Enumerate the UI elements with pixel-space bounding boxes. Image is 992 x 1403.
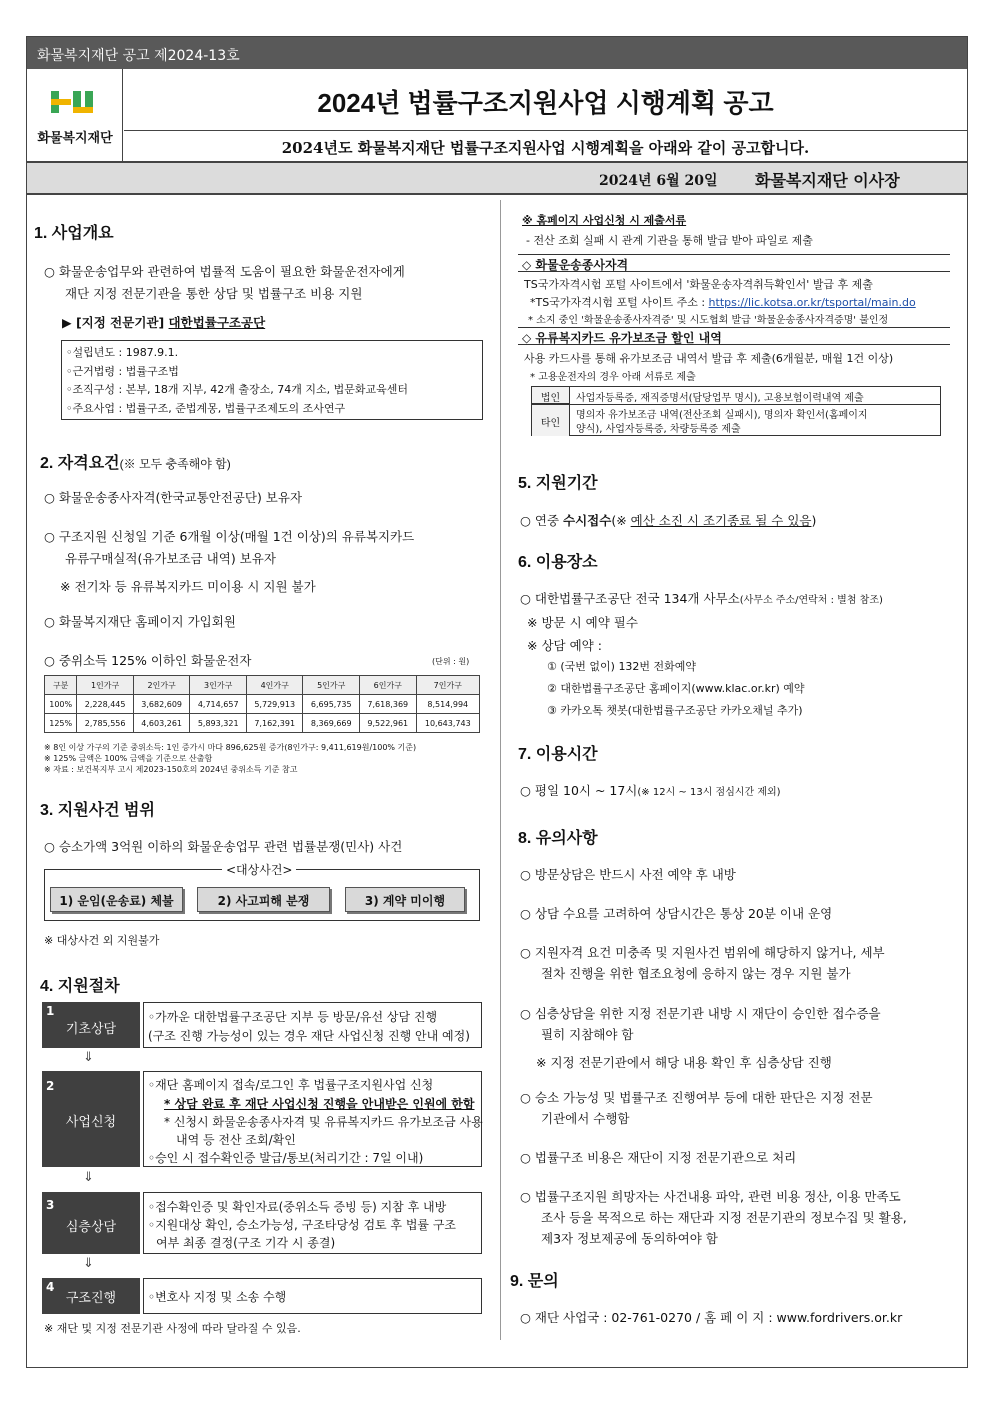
- agency-info-box: [61, 340, 483, 420]
- section-5-heading: 5. 지원기간: [518, 475, 598, 492]
- s1-bullet-1: ○ 화물운송업무와 관련하여 법률적 도움이 필요한 화물운전자에게: [44, 264, 405, 279]
- row-value: 사업자등록증, 재직증명서(담당업무 명시), 고용보험이력내역 제출: [576, 393, 864, 404]
- step-line: 내역 등 전산 조회/확인: [176, 1133, 296, 1147]
- table-note: ※ 125% 금액은 100% 금액을 기준으로 산출함: [44, 754, 213, 763]
- th: 6인가구: [360, 676, 417, 695]
- qual-line-1: TS국가자격시험 포털 사이트에서 '화물운송자격취득확인서' 발급 후 제출: [524, 278, 873, 291]
- table-note: ※ 8인 이상 가구의 기준 중위소득: 1인 증가시 마다 896,625원 증가(8인가구: 9,411,619원/100% 기준): [44, 743, 417, 752]
- s2-item-2-note: ※ 전기차 등 유류복지카드 미이용 시 지원 불가: [60, 579, 316, 594]
- th: 구분: [45, 676, 77, 695]
- s2-item-1: ○ 화물운송종사자격(한국교통안전공단) 보유자: [44, 490, 303, 505]
- step-4-desc: [143, 1278, 482, 1314]
- s2-item-2a: ○ 구조지원 신청일 기준 6개월 이상(매월 1건 이상)의 유류복지카드: [44, 529, 415, 544]
- cell: 4,603,261: [133, 714, 190, 733]
- s8-item: ○ 법률구조 비용은 재단이 지정 전문기관으로 처리: [520, 1150, 797, 1165]
- step-3-box: [42, 1192, 140, 1254]
- step-3-desc: [143, 1192, 482, 1254]
- cell: 2,228,445: [77, 695, 134, 714]
- step-line: 여부 최종 결정(구조 기각 시 종결): [156, 1236, 336, 1250]
- row-value: 양식), 사업자등록증, 차량등록증 제출: [576, 424, 741, 435]
- section-8-heading: 8. 유의사항: [518, 830, 598, 847]
- step-line: ◦가까운 대한법률구조공단 지부 등 방문/유선 상담 진행: [148, 1010, 438, 1024]
- step-1-box: [42, 1002, 140, 1048]
- cell: 5,893,321: [190, 714, 247, 733]
- step-1-desc: [143, 1002, 482, 1048]
- qual-heading: ◇ 화물운송종사자격: [518, 254, 950, 272]
- date-bar: [27, 161, 967, 195]
- qual-line-2: *TS국가자격시험 포털 사이트 주소 : https://lic.kotsa.or.kr/tsportal/main.do: [530, 296, 916, 309]
- cell: 100%: [45, 695, 77, 714]
- section-6-heading: 6. 이용장소: [518, 554, 598, 571]
- down-arrow-icon: ⇓: [83, 1256, 94, 1271]
- org-logo: [27, 69, 123, 161]
- s3-item: ○ 승소가액 3억원 이하의 화물운송업무 관련 법률분쟁(민사) 사건: [44, 839, 403, 854]
- s8-item: ○ 승소 가능성 및 법률구조 진행여부 등에 대한 판단은 지정 전문: [520, 1090, 873, 1105]
- agency-info-line: ◦설립년도 : 1987.9.1.: [66, 346, 179, 359]
- down-arrow-icon: ⇓: [83, 1050, 94, 1065]
- s8-item-cont: 절차 진행을 위한 협조요청에 응하지 않는 경우 지원 불가: [541, 966, 851, 981]
- step-line: * 상담 완료 후 재단 사업신청 진행을 안내받은 인원에 한함: [164, 1097, 475, 1111]
- step-2-box: [42, 1071, 140, 1167]
- card-line-1: 사용 카드사를 통해 유가보조금 내역서 발급 후 제출(6개월분, 매월 1건 이상): [524, 352, 894, 365]
- card-heading: ◇ 유류복지카드 유가보조금 할인 내역: [518, 327, 950, 345]
- card-line-2: * 고용운전자의 경우 아래 서류로 제출: [530, 372, 696, 383]
- qual-line-3: * 소지 중인 '화물운송종사자격증' 및 시도협회 발급 '화물운송종사자격증명' 불인정: [528, 315, 889, 326]
- section-2-heading: 2. 자격요건(※ 모두 충족해야 함): [40, 455, 231, 472]
- cell: 9,522,961: [360, 714, 417, 733]
- row-value: 명의자 유가보조금 내역(전산조회 실패시), 명의자 확인서(홈페이지: [576, 410, 868, 421]
- s8-item-cont: 기관에서 수행함: [541, 1111, 630, 1126]
- step-number: 4: [46, 1280, 55, 1294]
- ts-portal-link[interactable]: https://lic.kotsa.or.kr/tsportal/main.do: [708, 296, 916, 309]
- step-label: 사업신청: [65, 1115, 117, 1130]
- reserve-option: ② 대한법률구조공단 홈페이지(www.klac.or.kr) 예약: [547, 682, 805, 695]
- table-unit: (단위 : 원): [432, 657, 470, 666]
- step-number: 3: [46, 1198, 55, 1212]
- step-line: ◦지원대상 확인, 승소가능성, 구조타당성 검토 후 법률 구조: [148, 1218, 457, 1232]
- cell: 7,162,391: [246, 714, 303, 733]
- row-key: 타인: [532, 405, 570, 436]
- s2-item-2b: 유류구매실적(유가보조금 내역) 보유자: [65, 551, 276, 566]
- section-7-heading: 7. 이용시간: [518, 746, 598, 763]
- s8-item: ○ 상담 수요를 고려하여 상담시간은 통상 20분 이내 운영: [520, 906, 833, 921]
- foundation-logo-icon: [49, 87, 99, 119]
- cell: 125%: [45, 714, 77, 733]
- th: 3인가구: [190, 676, 247, 695]
- step-4-box: [42, 1278, 140, 1314]
- designated-agency: [62, 313, 265, 331]
- s8-item-cont: 제3자 정보제공에 동의하여야 함: [541, 1231, 718, 1246]
- reserve-option: ① (국번 없이) 132번 전화예약: [547, 660, 697, 673]
- reserve-option: ③ 카카오톡 챗봇(대한법률구조공단 카카오채널 추가): [547, 704, 803, 717]
- designated-name: 대한법률구조공단: [168, 315, 266, 330]
- agency-info-line: ◦주요사업 : 법률구조, 준법계몽, 법률구조제도의 조사연구: [66, 402, 346, 415]
- s8-note: ※ 지정 전문기관에서 해당 내용 확인 후 심층상담 진행: [536, 1055, 832, 1070]
- cell: 5,729,913: [246, 695, 303, 714]
- case-contract-breach: 3) 계약 미이행: [345, 887, 465, 912]
- step-label: 구조진행: [65, 1291, 117, 1306]
- section-9-heading: 9. 문의: [510, 1273, 559, 1290]
- s8-item-cont: 필히 지참해야 함: [541, 1027, 634, 1042]
- s1-bullet-2: 재단 지정 전문기관을 통한 상담 및 법률구조 비용 지원: [65, 286, 363, 301]
- case-unpaid-fare: 1) 운임(운송료) 체불: [50, 887, 183, 912]
- notice-date: 2024년 6월 20일: [599, 173, 718, 189]
- step-number: 1: [46, 1004, 55, 1018]
- section-3-heading: 3. 지원사건 범위: [40, 802, 155, 819]
- s7-line: ○ 평일 10시 ~ 17시(※ 12시 ~ 13시 점심시간 제외): [520, 783, 781, 798]
- s3-note: ※ 대상사건 외 지원불가: [44, 934, 160, 947]
- cell: 4,714,657: [190, 695, 247, 714]
- step-line: ◦접수확인증 및 확인자료(중위소득 증빙 등) 지참 후 내방: [148, 1200, 447, 1214]
- section-4-heading: 4. 지원절차: [40, 978, 120, 995]
- table-note: ※ 자료 : 보건복지부 고시 제2023-150호의 2024년 중위소득 기준 참고: [44, 765, 298, 774]
- docs-title: ※ 홈페이지 사업신청 시 제출서류: [522, 214, 687, 227]
- notice-number: 화물복지재단 공고 제2024-13호: [27, 37, 967, 69]
- cell: 8,369,669: [303, 714, 360, 733]
- designated-prefix: ▶ [지정 전문기관]: [62, 315, 169, 330]
- org-logo-text: 화물복지재단: [37, 131, 113, 146]
- s4-note: ※ 재단 및 지정 전문기관 사정에 따라 달라질 수 있음.: [44, 1322, 301, 1335]
- s5-line: ○ 연중 수시접수(※ 예산 소진 시 조기종료 될 수 있음): [520, 513, 817, 528]
- th: 4인가구: [246, 676, 303, 695]
- s2-item-4: ○ 중위소득 125% 이하인 화물운전자: [44, 653, 252, 668]
- s8-item: ○ 심층상담을 위한 지정 전문기관 내방 시 재단이 승인한 접수증을: [520, 1006, 881, 1021]
- s9-line: ○ 재단 사업국 : 02-761-0270 / 홈 페 이 지 : www.fordrivers.or.kr: [520, 1310, 903, 1325]
- cell: 10,643,743: [416, 714, 479, 733]
- s8-item-cont: 조사 등을 목적으로 하는 재단과 지정 전문기관의 정보수집 및 활용,: [541, 1210, 907, 1225]
- th: 2인가구: [133, 676, 190, 695]
- docs-line: - 전산 조회 실패 시 관계 기관을 통해 발급 받아 파일로 제출: [526, 234, 813, 247]
- s8-item: ○ 지원자격 요건 미충족 및 지원사건 범위에 해당하지 않거나, 세부: [520, 945, 885, 960]
- step-line: * 신청시 화물운송종사자격 및 유류복지카드 유가보조금 사용: [164, 1115, 483, 1129]
- signer: 화물복지재단 이사장: [755, 171, 900, 190]
- page-title: 2024년 법률구조지원사업 시행계획 공고: [124, 69, 967, 131]
- cell: 3,682,609: [133, 695, 190, 714]
- step-number: 2: [46, 1079, 55, 1093]
- section-2-note: (※ 모두 충족해야 함): [119, 457, 231, 471]
- column-divider: [500, 200, 501, 1340]
- step-line: ◦재단 홈페이지 접속/로그인 후 법률구조지원사업 신청: [148, 1078, 434, 1092]
- cell: 7,618,369: [360, 695, 417, 714]
- step-line: ◦변호사 지정 및 소송 수행: [148, 1290, 287, 1304]
- th: 7인가구: [416, 676, 479, 695]
- target-cases-title: <대상사건>: [222, 861, 296, 878]
- agency-info-line: ◦조직구성 : 본부, 18개 지부, 42개 출장소, 74개 지소, 법문화교육센터: [66, 383, 409, 396]
- section-1-heading: 1. 사업개요: [34, 225, 114, 242]
- step-label: 심층상담: [65, 1220, 117, 1235]
- cell: 6,695,735: [303, 695, 360, 714]
- s6-line: ○ 대한법률구조공단 전국 134개 사무소(사무소 주소/연락처 : 별첨 참조): [520, 591, 883, 606]
- employee-docs-table: [531, 386, 941, 436]
- step-line: ◦승인 시 접수확인증 발급/통보(처리기간 : 7일 이내): [148, 1151, 424, 1165]
- down-arrow-icon: ⇓: [83, 1170, 94, 1185]
- cell: 2,785,556: [77, 714, 134, 733]
- th: 5인가구: [303, 676, 360, 695]
- row-key: 법인: [532, 387, 570, 404]
- agency-info-line: ◦근거법령 : 법률구조법: [66, 365, 179, 378]
- step-label: 기초상담: [65, 1022, 117, 1037]
- median-income-table: [44, 675, 480, 733]
- th: 1인가구: [77, 676, 134, 695]
- step-line: (구조 진행 가능성이 있는 경우 재단 사업신청 진행 안내 예정): [148, 1029, 470, 1043]
- s2-item-3: ○ 화물복지재단 홈페이지 가입회원: [44, 614, 236, 629]
- step-2-desc: [143, 1071, 482, 1167]
- s6-reserve: ※ 상담 예약 :: [527, 638, 602, 653]
- page-subtitle: 2024년도 화물복지재단 법률구조지원사업 시행계획을 아래와 같이 공고합니다.: [281, 139, 810, 157]
- s8-item: ○ 법률구조지원 희망자는 사건내용 파악, 관련 비용 정산, 이용 만족도: [520, 1189, 901, 1204]
- s6-visit: ※ 방문 시 예약 필수: [527, 615, 638, 630]
- s8-item: ○ 방문상담은 반드시 사전 예약 후 내방: [520, 867, 736, 882]
- case-accident-dispute: 2) 사고피해 분쟁: [197, 887, 330, 912]
- cell: 8,514,994: [416, 695, 479, 714]
